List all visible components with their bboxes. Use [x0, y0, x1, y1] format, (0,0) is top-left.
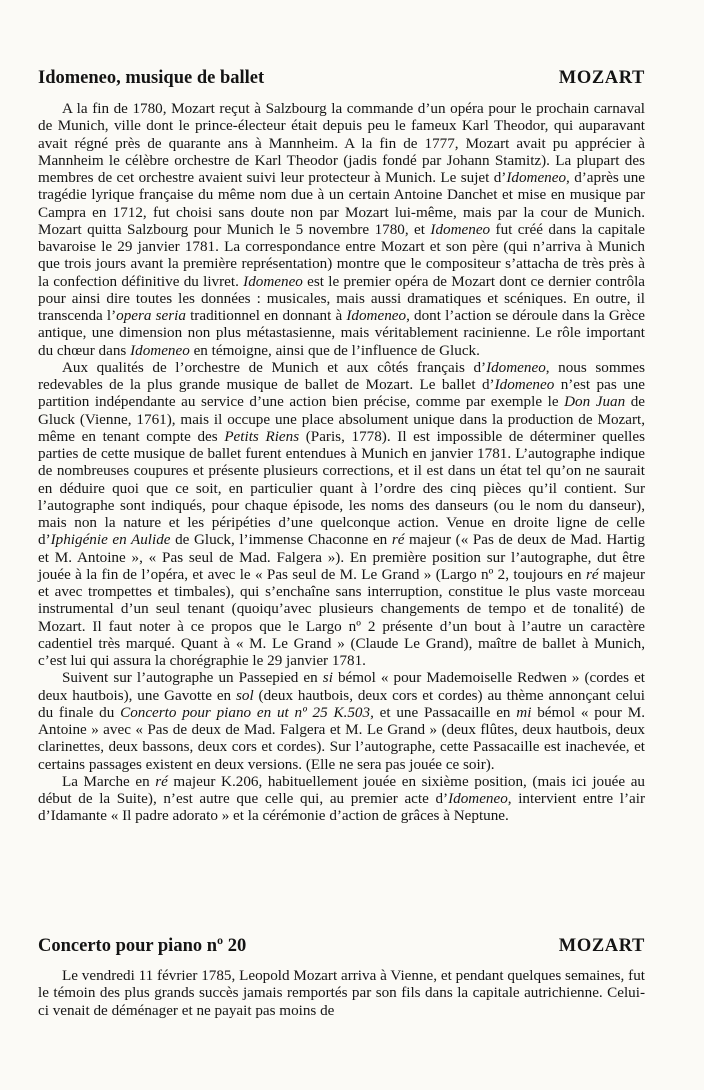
- paragraph: Suivent sur l’autographe un Passepied en si bémol « pour Mademoiselle Redwen » (cordes et deux hautbois), une Gavotte en sol (deux hautbois, deux cors et cordes) au thème annonçant celui du finale du Concerto pour piano en ut nº 25 K.503, et une Passacaille en mi bémol « pour M. Antoine » avec « Pas de deux de Mad. Falgera et M. Le Grand » (deux flûtes, deux hautbois, deux clarinettes, deux bassons, deux cors et cordes). Sur l’autographe, cette Passacaille est inachevée, et certains passages existent en deux versions. (Elle ne sera pas jouée ce soir).: [38, 669, 646, 773]
- section-heading-concerto: [38, 935, 645, 957]
- article-body-idomeneo: [38, 100, 645, 825]
- paragraph: Aux qualités de l’orchestre de Munich et aux côtés français d’Idomeneo, nous sommes redevables de la plus grande musique de ballet de Mozart. Le ballet d’Idomeneo n’est pas une partition indépendante au service d’une action bien précise, comme par exemple le Don Juan de Gluck (Vienne, 1761), mais il occupe une place absolument unique dans la production de Mozart, même en tenant compte des Petits Riens (Paris, 1778). Il est impossible de déterminer quelles parties de cette musique de ballet furent entendues à Munich en janvier 1781. L’autographe indique de nombreuses coupures et présente plusieurs corrections, et il est dans un état tel qu’on ne saurait en déduire quoi que ce soit, en particulier quant à l’ordre des cinq pièces qu’il contient. Sur l’autographe sont indiqués, pour chaque épisode, les noms des danseurs (ou le nom du danseur), mais non la nature et les péripéties d’une quelconque action. Venue en droite ligne de celle d’Iphigénie en Aulide de Gluck, l’immense Chaconne en ré majeur (« Pas de deux de Mad. Hartig et M. Antoine », « Pas seul de Mad. Falgera »). En première position sur l’autographe, dut être jouée à la fin de l’opéra, et avec le « Pas seul de M. Le Grand » (Largo nº 2, toujours en ré majeur et avec trompettes et timbales), qui s’enchaîne sans interruption, constitue le plus vaste morceau instrumental d’un seul tenant (quoiqu’avec plusieurs changements de tempo et de tonalité) de Mozart. Il faut noter à ce propos que le Largo nº 2 présente d’un bout à l’autre un caractère cadentiel très marqué. Quant à « M. Le Grand » (Claude Le Grand), maître de ballet à Munich, c’est lui qui assura la chorégraphie le 29 janvier 1781.: [38, 358, 646, 669]
- composer-name: MOZART: [558, 68, 645, 88]
- section-title: Idomeneo, musique de ballet: [38, 68, 265, 88]
- section-title: Concerto pour piano nº 20: [38, 936, 247, 956]
- paragraph: La Marche en ré majeur K.206, habituellement jouée en sixième position, (mais ici jouée au début de la Suite), n’est autre que celle qui, au premier acte d’Idomeneo, intervient entre l’air d’Idamante « Il padre adorato » et la cérémonie d’action de grâces à Neptune.: [38, 772, 645, 825]
- paragraph: Le vendredi 11 février 1785, Leopold Mozart arriva à Vienne, et pendant quelques semaines, fut le témoin des plus grands succès jamais remportés par son fils dans la capitale autrichienne. Celui-ci venait de déménager et ne payait pas moins de: [38, 967, 645, 1019]
- section-heading-idomeneo: [38, 67, 645, 89]
- paragraph: A la fin de 1780, Mozart reçut à Salzbourg la commande d’un opéra pour le prochain carnaval de Munich, ville dont le prince-électeur était depuis peu le fameux Karl Theodor, qui auparavant avait régné près de quarante ans à Mannheim. A la fin de 1777, Mozart avait pu apprécier à Mannheim le célèbre orchestre de Karl Theodor (jadis fondé par Johann Stamitz). La plupart des membres de cet orchestre avaient suivi leur protecteur à Munich. Le sujet d’Idomeneo, d’après une tragédie lyrique française du même nom due à un certain Antoine Danchet et mise en musique par Campra en 1712, fut choisi sans doute non par Mozart lui-même, mais par la cour de Munich. Mozart quitta Salzbourg pour Munich le 5 novembre 1780, et Idomeneo fut créé dans la capitale bavaroise le 29 janvier 1781. La correspondance entre Mozart et son père (qui n’arriva à Munich que trois jours avant la première représentation) montre que le compositeur s’attacha de très près à la confection définitive du livret. Idomeneo est le premier opéra de Mozart dont ce dernier contrôla pour ainsi dire toutes les données : musicales, mais aussi dramatiques et scéniques. En outre, il transcenda l’opera seria traditionnel en donnant à Idomeneo, dont l’action se déroule dans la Grèce antique, une dimension non plus métastasienne, mais véritablement racinienne. Le rôle important du chœur dans Idomeneo en témoigne, ainsi que de l’influence de Gluck.: [38, 100, 645, 359]
- composer-name: MOZART: [558, 936, 645, 956]
- article-body-concerto: [38, 967, 645, 1019]
